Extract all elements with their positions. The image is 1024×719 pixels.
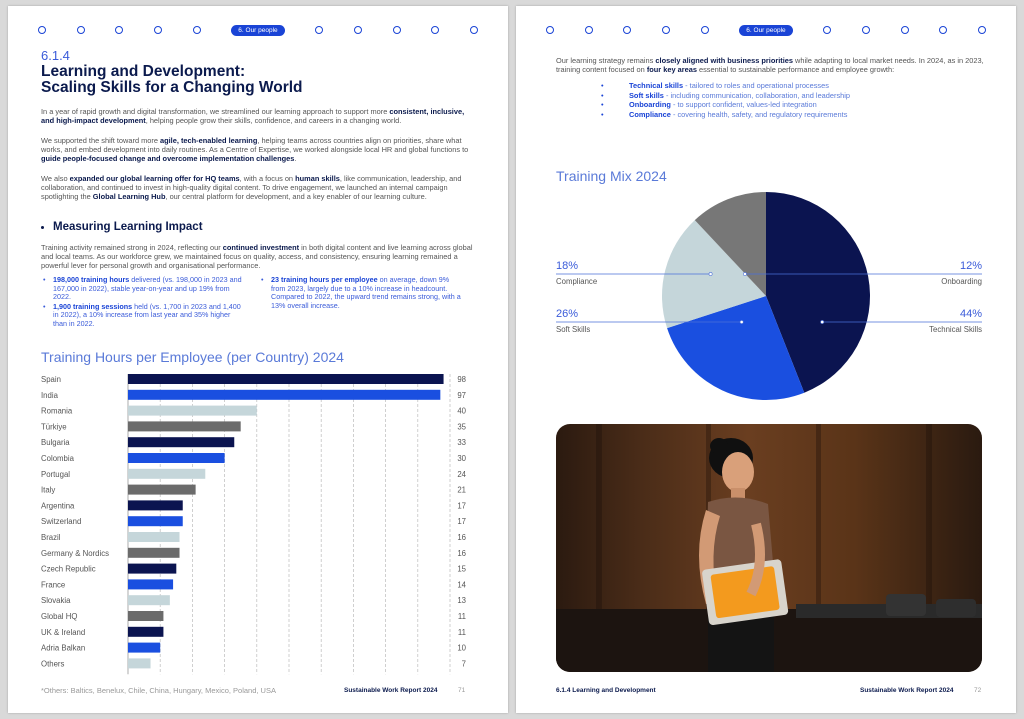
value-label: 11	[457, 612, 466, 621]
bar	[128, 564, 176, 574]
page-number: 71	[458, 687, 466, 694]
leader-dot	[743, 272, 746, 275]
chapter-tab-active[interactable]: 6. Our people	[739, 25, 792, 36]
subheading-text: Measuring Learning Impact	[53, 221, 203, 233]
category-label: Global HQ	[41, 612, 78, 621]
bullet-item	[43, 276, 243, 302]
title-line-1: Learning and Development:	[41, 63, 246, 80]
chapter-dot[interactable]	[393, 26, 401, 34]
chapter-dot[interactable]	[901, 26, 909, 34]
value-label: 33	[457, 438, 466, 448]
body-text: , helping people grow their skills, confidence, and careers in a changing world.	[145, 116, 402, 125]
section-number: 6.1.4	[41, 48, 70, 63]
category-label: Slovakia	[41, 596, 71, 606]
key-area-name: Onboarding	[629, 100, 671, 110]
key-area-name: Technical skills	[629, 81, 684, 90]
body-text: in both digital content and live learning across global and local teams. As our workforce grew, we maintained focus on quality, access, and consistency, ensuring learning remained a powerful lever for personal growth and organisational performance.	[41, 243, 473, 270]
value-label: 7	[461, 659, 466, 669]
slice-name-label: Compliance	[556, 277, 598, 286]
value-label: 21	[457, 485, 466, 495]
key-area-desc: - including communication, collaboration, and leadership	[663, 90, 851, 100]
category-label: Bulgaria	[41, 438, 70, 448]
category-label: France	[41, 580, 66, 590]
chapter-dot[interactable]	[115, 26, 123, 34]
bar	[128, 579, 173, 589]
bullet-item	[261, 276, 461, 310]
emphasis-text: consistent, inclusive, and high-impact development	[41, 107, 465, 125]
value-label: 17	[457, 517, 466, 527]
bar	[128, 390, 440, 400]
measuring-impact-heading	[41, 221, 203, 233]
footer-section: 6.1.4 Learning and Development	[556, 687, 656, 694]
value-label: 16	[457, 533, 466, 542]
woman-with-tablet-illustration	[556, 424, 982, 672]
bar-chart-title: Training Hours per Employee (per Country) 2024	[41, 349, 344, 365]
category-label: India	[41, 390, 58, 400]
strategy-paragraph	[556, 56, 986, 74]
value-label: 30	[457, 454, 466, 463]
value-label: 15	[457, 564, 466, 574]
emphasis-text: Global Learning Hub	[92, 192, 166, 201]
bar	[128, 421, 241, 431]
value-label: 11	[457, 627, 466, 637]
slice-percent-label: 12%	[959, 260, 982, 272]
emphasis-text: agile, tech-enabled learning	[160, 136, 258, 145]
category-label: Germany & Nordics	[41, 548, 110, 558]
bar	[128, 627, 163, 637]
chapter-dot[interactable]	[823, 26, 831, 34]
leader-dot	[740, 320, 743, 323]
bar	[128, 548, 180, 558]
bar	[128, 469, 205, 479]
value-label: 10	[457, 643, 466, 653]
category-label: Portugal	[41, 469, 71, 479]
agile-paragraph	[41, 136, 473, 163]
emphasis-text: continued investment	[222, 243, 300, 252]
chapter-nav	[546, 24, 986, 36]
key-area-item	[601, 91, 850, 101]
emphasis-text: guide people-focused change and overcome implementation challenges	[41, 154, 295, 163]
body-text: .	[294, 154, 297, 163]
slice-percent-label: 44%	[959, 308, 982, 320]
category-label: Türkiye	[41, 422, 67, 432]
impact-paragraph	[41, 243, 473, 270]
body-text: In a year of rapid growth and digital transformation, we streamlined our learning approach to support more	[41, 107, 390, 116]
chapter-dot[interactable]	[662, 26, 670, 34]
body-text: held (vs. 1,700 in 2023 and 1,400 in 2022), a 10% increase from last year and 35% higher than in 2022.	[53, 301, 241, 328]
page-number: 72	[974, 687, 982, 694]
key-area-name: Soft skills	[629, 90, 664, 100]
bullet-item	[43, 303, 243, 329]
value-label: 16	[457, 548, 466, 558]
body-text: delivered (vs. 198,000 in 2023 and 167,000 in 2022), stable year-on-year and up 19% from 2022.	[53, 275, 242, 302]
chapter-dot[interactable]	[546, 26, 554, 34]
key-area-item	[601, 81, 850, 91]
body-text: Training activity remained strong in 2024, reflecting our	[41, 243, 223, 252]
value-label: 14	[457, 580, 466, 590]
body-text: We also	[41, 174, 70, 183]
bar	[128, 437, 234, 447]
emphasis-text: 198,000 training hours	[53, 275, 130, 284]
body-text: while adapting to local market needs. In 2024, as in 2023, training content focused on	[556, 56, 984, 74]
leader-dot	[821, 320, 824, 323]
page-title	[41, 64, 341, 96]
chapter-dot[interactable]	[623, 26, 631, 34]
body-text: , helping teams across countries align on priorities, share what works, and embed development into daily routines. As a Centre of Expertise, we worked alongside local HR and global functions to	[41, 136, 469, 154]
footer-report-name: Sustainable Work Report 2024	[344, 687, 438, 694]
chapter-dot[interactable]	[354, 26, 362, 34]
chapter-tab-active[interactable]: 6. Our people	[231, 25, 284, 36]
category-label: Brazil	[41, 533, 61, 542]
emphasis-text: four key areas	[646, 65, 697, 74]
intro-paragraph	[41, 107, 473, 125]
body-text: We supported the shift toward more	[41, 136, 160, 145]
chapter-dot[interactable]	[585, 26, 593, 34]
body-text: , our central platform for development, and a key enabler of our learning culture.	[165, 192, 427, 201]
body-text: Our learning strategy remains	[556, 56, 656, 65]
category-label: UK & Ireland	[41, 627, 86, 637]
emphasis-text: human skills	[295, 174, 340, 183]
bar	[128, 516, 183, 526]
emphasis-text: closely aligned with business priorities	[655, 56, 793, 65]
key-area-name: Compliance	[629, 109, 671, 119]
category-label: Others	[41, 659, 65, 669]
report-page-72	[516, 6, 1016, 713]
emphasis-text: 23 training hours per employee	[271, 275, 378, 284]
pie-chart-title: Training Mix 2024	[556, 168, 667, 184]
chapter-dot[interactable]	[862, 26, 870, 34]
emphasis-text: expanded our global learning offer for HQ teams	[69, 174, 240, 183]
chapter-dot[interactable]	[38, 26, 46, 34]
slice-percent-label: 18%	[556, 260, 579, 272]
bar	[128, 595, 170, 605]
footer-report-name: Sustainable Work Report 2024	[860, 687, 954, 694]
chapter-dot[interactable]	[193, 26, 201, 34]
category-label: Adria Balkan	[41, 643, 86, 653]
key-area-desc: - tailored to roles and operational processes	[683, 81, 829, 90]
chapter-dot[interactable]	[978, 26, 986, 34]
category-label: Switzerland	[41, 517, 82, 527]
impact-bullets-left	[43, 276, 243, 330]
slice-percent-label: 26%	[556, 308, 579, 320]
category-label: Colombia	[41, 454, 74, 463]
slice-name-label: Technical Skills	[929, 325, 982, 334]
value-label: 24	[457, 469, 466, 479]
bar	[128, 532, 180, 542]
body-text: , with a focus on	[239, 174, 296, 183]
chapter-dot[interactable]	[431, 26, 439, 34]
training-hours-bar-chart	[8, 366, 508, 676]
employee-photo	[556, 424, 982, 672]
key-area-item	[601, 100, 850, 110]
bar	[128, 374, 444, 384]
footnote: *Others: Baltics, Benelux, Chile, China, Hungary, Mexico, Poland, USA	[41, 686, 276, 695]
heading-bullet	[41, 226, 44, 229]
slice-name-label: Soft Skills	[556, 325, 591, 334]
value-label: 13	[457, 596, 466, 606]
category-label: Romania	[41, 406, 73, 416]
body-text: , like communication, leadership, and collaboration, and continued to invest in high-quality digital content. To drive engagement, we launched an internal campaign spotlighting the	[41, 174, 462, 201]
bar	[128, 611, 163, 621]
bar	[128, 500, 183, 510]
value-label: 40	[457, 406, 466, 416]
training-mix-pie-chart	[516, 156, 1016, 406]
chapter-dot[interactable]	[701, 26, 709, 34]
bar	[128, 643, 160, 653]
chapter-dot[interactable]	[154, 26, 162, 34]
bar	[128, 453, 225, 463]
bar	[128, 406, 257, 416]
chapter-dot[interactable]	[77, 26, 85, 34]
category-label: Argentina	[41, 501, 75, 511]
bar	[128, 658, 151, 668]
category-label: Spain	[41, 375, 61, 384]
chapter-nav	[38, 24, 478, 36]
chapter-dot[interactable]	[315, 26, 323, 34]
category-label: Czech Republic	[41, 564, 96, 574]
value-label: 97	[457, 390, 466, 400]
body-text: on average, down 9% from 2023, largely due to a 10% increase in headcount. Compared to 2022, the upward trend remains strong, with a 13% overall increase.	[271, 275, 461, 310]
global-offer-paragraph	[41, 174, 473, 201]
chapter-dot[interactable]	[939, 26, 947, 34]
body-text: essential to sustainable performance and employee growth:	[696, 65, 895, 74]
key-areas-list	[601, 81, 850, 119]
key-area-desc: - covering health, safety, and regulatory requirements	[670, 109, 848, 119]
chapter-dot[interactable]	[470, 26, 478, 34]
report-page-71	[8, 6, 508, 713]
title-line-2: Scaling Skills for a Changing World	[41, 79, 303, 96]
key-area-desc: - to support confident, values-led integration	[670, 100, 817, 110]
category-label: Italy	[41, 485, 56, 495]
emphasis-text: 1,900 training sessions	[53, 301, 133, 311]
slice-name-label: Onboarding	[941, 277, 982, 286]
key-area-item	[601, 110, 850, 120]
value-label: 35	[457, 422, 466, 432]
bar	[128, 485, 196, 495]
leader-dot	[709, 272, 712, 275]
impact-bullets-right	[261, 276, 461, 311]
value-label: 17	[457, 501, 466, 511]
value-label: 98	[457, 375, 466, 384]
